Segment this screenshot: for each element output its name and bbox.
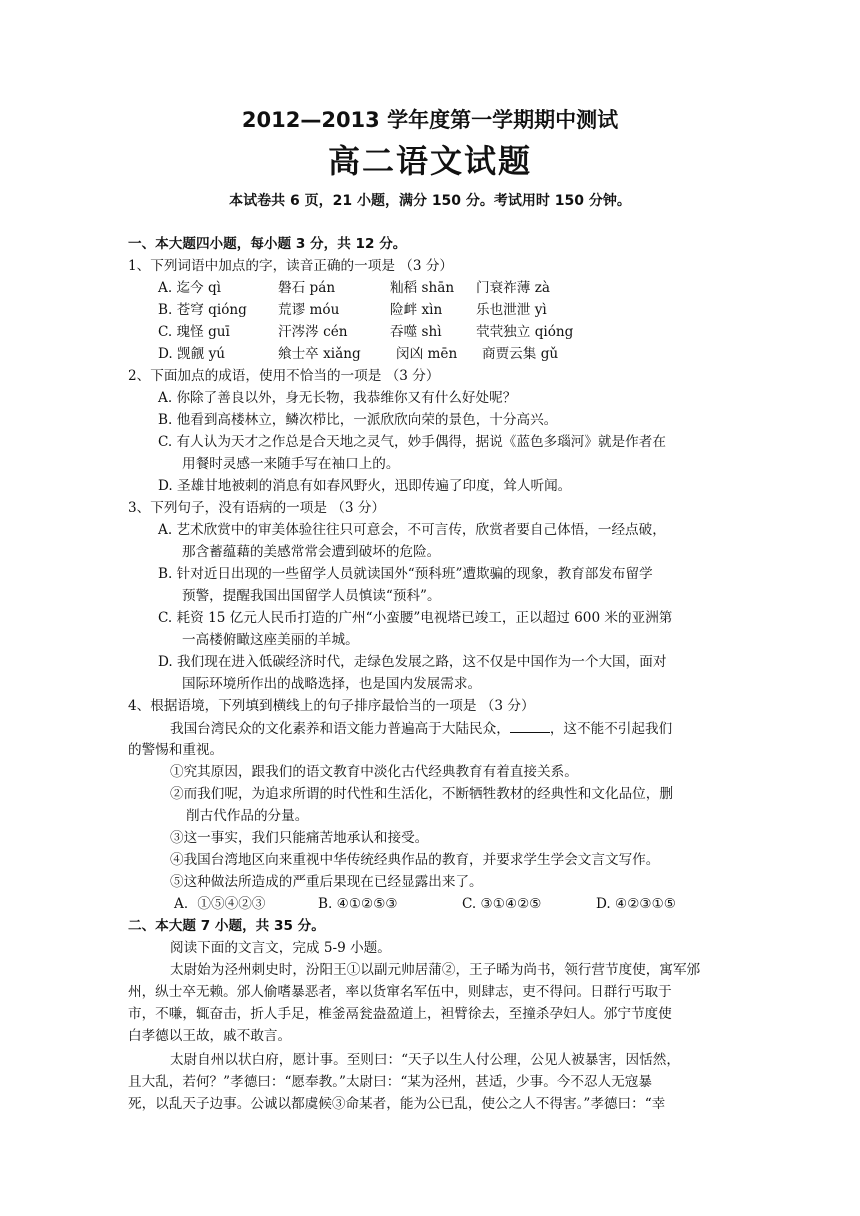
- q2-option-c-cont: 用餐时灵感一来随手写在袖口上的。: [182, 456, 400, 472]
- q3-option-b: B. 针对近日出现的一些留学人员就读国外“预科班”遭欺骗的现象，教育部发布留学: [158, 566, 653, 582]
- q3-option-a: A. 艺术欣赏中的审美体验往往只可意会，不可言传，欣赏者要自己体悟，一经点破，: [158, 522, 666, 538]
- q2-option-b: B. 他看到高楼林立，鳞次栉比，一派欣欣向荣的景色，十分高兴。: [158, 412, 558, 428]
- q1-b-4: 乐也泄泄 yì: [476, 302, 547, 318]
- q4-answer-blank: [510, 718, 550, 733]
- q4-context-cont: 的警惕和重视。: [128, 742, 224, 758]
- q1-a-3: 籼稻 shān: [390, 280, 455, 296]
- q1-c-4: 茕茕独立 qióng: [476, 324, 574, 340]
- q2-option-d: D. 圣雄甘地被刺的消息有如春风野火，迅即传遍了印度，耸人听闻。: [158, 478, 572, 494]
- q3-option-d-cont: 国际环境所作出的战略选择，也是国内发展需求。: [182, 676, 482, 692]
- q2-option-c: C. 有人认为天才之作总是合天地之灵气，妙手偶得，据说《蓝色多瑙河》就是作者在: [158, 434, 666, 450]
- section2-intro: 阅读下面的文言文，完成 5-9 小题。: [170, 940, 391, 956]
- q4-sentence-4: ④我国台湾地区向来重视中华传统经典作品的教育，并要求学生学会文言文写作。: [170, 852, 660, 868]
- exam-subject-title: 高二语文试题: [327, 142, 532, 180]
- q4-sentence-5: ⑤这种做法所造成的严重后果现在已经显露出来了。: [170, 874, 483, 890]
- exam-title: 2012—2013 学年度第一学期期中测试: [241, 108, 619, 132]
- q3-option-d: D. 我们现在进入低碳经济时代，走绿色发展之路，这不仅是中国作为一个大国，面对: [158, 654, 667, 670]
- passage-p2-line3: 死，以乱天子边事。公诚以都虞候③命某者，能为公已乱，使公之人不得害。”孝德曰：“幸: [128, 1096, 666, 1112]
- exam-notice: 本试卷共 6 页，21 小题，满分 150 分。考试用时 150 分钟。: [229, 193, 631, 209]
- q1-b-3: 险衅 xìn: [390, 302, 443, 318]
- q3-stem: 3、下列句子，没有语病的一项是 （3 分）: [128, 500, 386, 516]
- q3-option-a-cont: 那含蓄蕴藉的美感常常会遭到破坏的危险。: [182, 544, 441, 560]
- q1-stem: 1、下列词语中加点的字，读音正确的一项是 （3 分）: [128, 258, 454, 274]
- passage-p2-line1: 太尉自州以状白府，愿计事。至则曰：“天子以生人付公理，公见人被暴害，因恬然，: [170, 1052, 680, 1068]
- q1-d-2: 飨士卒 xiǎng: [278, 346, 361, 362]
- q4-sentence-2-cont: 削古代作品的分量。: [186, 808, 309, 824]
- q1-b-2: 荒谬 móu: [278, 302, 340, 318]
- passage-p1-line3: 市，不嗛，辄奋击，折人手足，椎釜鬲瓮盎盈道上，袒臂徐去，至撞杀孕妇人。邠宁节度使: [128, 1006, 672, 1022]
- q4-sentence-3: ③这一事实，我们只能痛苦地承认和接受。: [170, 830, 429, 846]
- q2-option-a: A. 你除了善良以外，身无长物，我恭维你又有什么好处呢？: [158, 390, 517, 406]
- q1-c-2: 汗涔涔 cén: [278, 324, 348, 340]
- q3-option-b-cont: 预警，提醒我国出国留学人员慎读“预科”。: [182, 588, 441, 604]
- passage-p1-line1: 太尉始为泾州刺史时，汾阳王①以副元帅居蒲②，王子晞为尚书，领行营节度使，寓军邠: [170, 962, 701, 978]
- section1-heading: 一、本大题四小题，每小题 3 分，共 12 分。: [128, 236, 407, 252]
- q1-c-3: 吞噬 shì: [390, 324, 442, 340]
- passage-p2-line2: 且大乱，若何？”孝德曰：“愿奉教。”太尉曰：“某为泾州，甚适，少事。今不忍人无寇暴: [128, 1074, 652, 1090]
- q4-context: [170, 718, 672, 739]
- q1-a-1: A. 迄今 qì: [158, 280, 222, 296]
- q1-b-1: B. 苍穹 qióng: [158, 302, 247, 318]
- q4-option-a: A．①⑤④②③: [174, 896, 266, 912]
- q1-d-4: 商贾云集 gǔ: [482, 346, 559, 362]
- q4-sentence-1: ①究其原因，跟我们的语文教育中淡化古代经典教育有着直接关系。: [170, 764, 578, 780]
- q4-sentence-2: ②而我们呢，为追求所谓的时代性和生活化，不断牺牲教材的经典性和文化品位，删: [170, 786, 673, 802]
- q3-option-c: C. 耗资 15 亿元人民币打造的广州“小蛮腰”电视塔已竣工，正以超过 600 米的亚洲第: [158, 610, 673, 626]
- q2-stem: 2、下面加点的成语，使用不恰当的一项是 （3 分）: [128, 368, 440, 384]
- q1-d-1: D. 觊觎 yú: [158, 346, 225, 362]
- q3-option-c-cont: 一高楼俯瞰这座美丽的羊城。: [182, 632, 359, 648]
- q4-option-d: D. ④②③①⑤: [596, 896, 676, 912]
- section2-heading: 二、本大题 7 小题，共 35 分。: [128, 918, 325, 934]
- q4-context-after: ，这不能不引起我们: [549, 721, 673, 737]
- q4-context-before: 我国台湾民众的文化素养和语文能力普遍高于大陆民众，: [170, 721, 510, 737]
- q1-a-4: 门衰祚薄 zà: [476, 280, 550, 296]
- q4-stem: 4、根据语境，下列填到横线上的句子排序最恰当的一项是 （3 分）: [128, 698, 535, 714]
- q1-c-1: C. 瑰怪 guī: [158, 324, 230, 340]
- q1-d-3: 闵凶 mēn: [396, 346, 458, 362]
- q4-option-c: C. ③①④②⑤: [462, 896, 542, 912]
- passage-p1-line2: 州，纵士卒无赖。邠人偷嗜暴恶者，率以货窜名军伍中，则肆志，吏不得问。日群行丐取于: [128, 984, 672, 1000]
- q4-option-b: B. ④①②⑤③: [318, 896, 398, 912]
- passage-p1-line4: 白孝德以王故，戚不敢言。: [128, 1028, 292, 1044]
- q1-a-2: 磐石 pán: [278, 280, 336, 296]
